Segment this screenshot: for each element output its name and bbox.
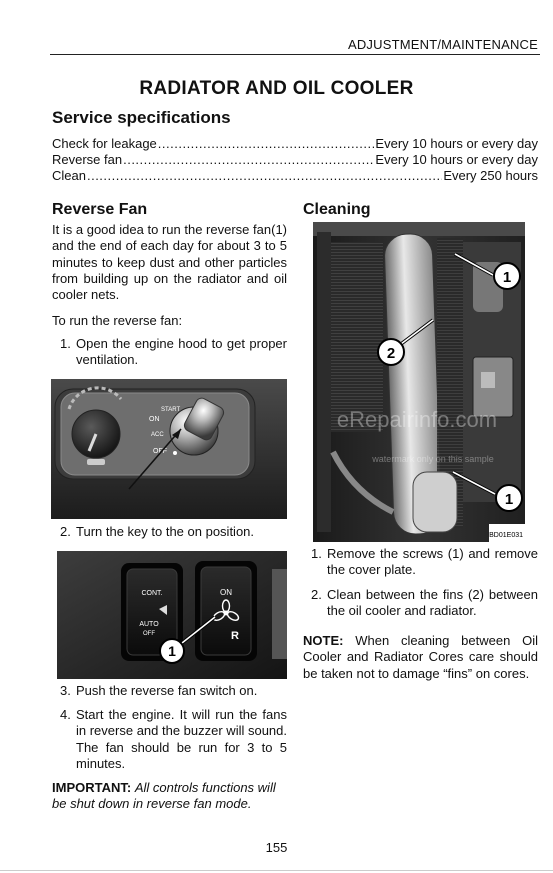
radiator-photo bbox=[313, 222, 525, 542]
step-number: 2. bbox=[60, 524, 71, 539]
cleaning-heading: Cleaning bbox=[303, 201, 371, 218]
spec-label: Check for leakage bbox=[52, 136, 157, 151]
note-label: NOTE: bbox=[303, 633, 344, 648]
callout-1 bbox=[160, 639, 184, 663]
reverse-fan-lead: To run the reverse fan: bbox=[52, 313, 183, 328]
dot-leader bbox=[87, 168, 442, 183]
photo-code: BD01E031 bbox=[489, 532, 523, 539]
spec-row bbox=[52, 168, 538, 184]
svg-text:1: 1 bbox=[168, 643, 176, 659]
on-label: ON bbox=[220, 588, 232, 597]
step-number: 4. bbox=[60, 707, 71, 722]
step-text: Turn the key to the on position. bbox=[76, 524, 255, 539]
step-2 bbox=[60, 524, 287, 540]
page-bottom-edge bbox=[0, 870, 553, 871]
step-text: Clean between the fins (2) between the oil cooler and radiator. bbox=[327, 587, 538, 619]
reverse-fan-switch-photo bbox=[57, 551, 287, 679]
header-rule bbox=[50, 54, 540, 55]
spec-label: Reverse fan bbox=[52, 152, 123, 167]
page-title: RADIATOR AND OIL COOLER bbox=[139, 78, 414, 99]
step-number: 3. bbox=[60, 683, 71, 698]
dot-leader bbox=[158, 136, 375, 151]
dot-leader bbox=[123, 152, 374, 167]
section-header: ADJUSTMENT/MAINTENANCE bbox=[347, 37, 538, 52]
spec-value: Every 10 hours or every day bbox=[375, 152, 538, 167]
specs-heading: Service specifications bbox=[52, 108, 231, 127]
spec-value: Every 10 hours or every day bbox=[375, 136, 538, 151]
important-note bbox=[52, 780, 290, 813]
step-4 bbox=[60, 707, 287, 772]
cleaning-note bbox=[303, 633, 538, 682]
spec-row bbox=[52, 152, 538, 168]
key-label-on: ON bbox=[149, 416, 160, 423]
step-text: Remove the screws (1) and remove the cover plate. bbox=[327, 546, 538, 578]
key-label-off: OFF bbox=[153, 448, 167, 455]
svg-text:1: 1 bbox=[504, 491, 514, 508]
auto-label: AUTO bbox=[139, 621, 159, 628]
cleaning-step-2 bbox=[311, 587, 538, 620]
spec-label: Clean bbox=[52, 168, 86, 183]
note-text: When cleaning between Oil Cooler and Radiator Cores care should be taken not to damage “fins” on cores. bbox=[303, 633, 538, 681]
step-3 bbox=[60, 683, 287, 699]
important-text: All controls functions will be shut down in reverse fan mode. bbox=[52, 780, 276, 812]
cleaning-step-1 bbox=[311, 546, 538, 579]
callout-2 bbox=[378, 339, 404, 365]
key-label-acc: ACC bbox=[151, 432, 164, 438]
svg-text:2: 2 bbox=[386, 345, 396, 362]
step-number: 1. bbox=[60, 336, 71, 351]
page-number: 155 bbox=[265, 840, 288, 855]
reverse-fan-intro: It is a good idea to run the reverse fan(1) and the end of each day for about 3 to 5 minutes to keep dust and other particles from building up on the radiator and oil cooler nets. bbox=[52, 222, 287, 303]
cont-label: CONT. bbox=[141, 590, 163, 597]
step-text: Push the reverse fan switch on. bbox=[76, 683, 258, 698]
important-label: IMPORTANT: bbox=[52, 780, 132, 795]
spec-value: Every 250 hours bbox=[443, 168, 538, 183]
watermark-small: watermark only on this sample bbox=[372, 454, 494, 464]
step-text: Start the engine. It will run the fans in reverse and the buzzer will sound. The fan should be run for 3 to 5 minutes. bbox=[76, 707, 288, 771]
key-label-start: START bbox=[161, 407, 181, 413]
off-label: OFF bbox=[143, 631, 155, 637]
watermark: eRepairinfo.com bbox=[336, 407, 498, 432]
step-number: 2. bbox=[311, 587, 322, 602]
reverse-fan-heading: Reverse Fan bbox=[52, 201, 148, 218]
step-text: Open the engine hood to get proper ventilation. bbox=[76, 336, 287, 368]
step-number: 1. bbox=[311, 546, 322, 561]
ignition-key-photo bbox=[51, 379, 287, 519]
step-1 bbox=[60, 336, 287, 369]
spec-row bbox=[52, 136, 538, 152]
svg-text:1: 1 bbox=[502, 269, 512, 286]
r-label: R bbox=[231, 630, 239, 642]
callout-1-top bbox=[494, 263, 520, 289]
callout-1-bottom bbox=[496, 485, 522, 511]
